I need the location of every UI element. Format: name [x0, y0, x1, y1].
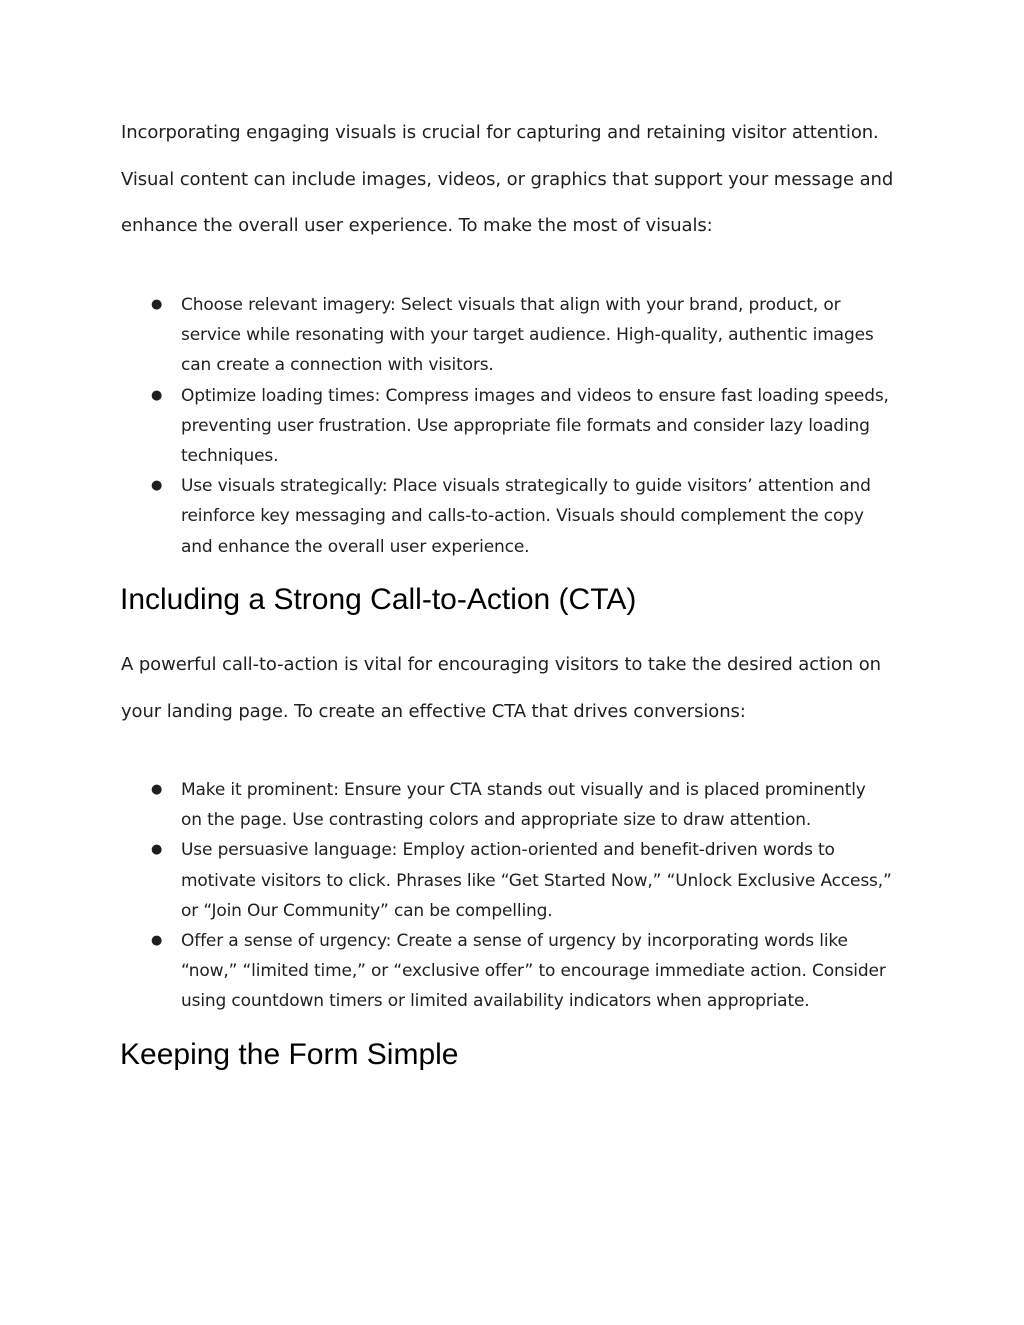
bullet-icon: ● [151, 387, 163, 403]
list-item [121, 381, 921, 472]
list-item-line: service while resonating with your target audience. High-quality, authentic images [181, 325, 874, 346]
list-item-line: Use visuals strategically: Place visuals strategically to guide visitors’ attention and [181, 476, 871, 497]
bullet-icon: ● [151, 297, 163, 312]
list-item-line: reinforce key messaging and calls-to-action. Visuals should complement the copy [181, 506, 864, 527]
bullet-icon: ● [151, 478, 163, 494]
intro-paragraph [121, 110, 911, 250]
list-item-line: techniques. [181, 446, 279, 467]
list-item-line: Offer a sense of urgency: Create a sense of urgency by incorporating words like [181, 931, 848, 952]
list-item [121, 290, 921, 381]
bullet-icon: ● [151, 842, 163, 858]
list-item-line: “now,” “limited time,” or “exclusive offer” to encourage immediate action. Consider [181, 961, 886, 982]
list-item-line: and enhance the overall user experience. [181, 536, 530, 557]
list-item-line: on the page. Use contrasting colors and appropriate size to draw attention. [181, 810, 812, 831]
list-item [121, 835, 921, 926]
visuals-bullet-list [121, 290, 921, 562]
cta-section-heading: Including a Strong Call-to-Action (CTA) [120, 583, 637, 616]
paragraph-line: enhance the overall user experience. To make the most of visuals: [121, 215, 713, 236]
list-item-line: can create a connection with visitors. [181, 355, 494, 376]
paragraph-line: Visual content can include images, videos, or graphics that support your message and [121, 168, 894, 190]
list-item-line: using countdown timers or limited availability indicators when appropriate. [181, 991, 810, 1012]
paragraph-line: Incorporating engaging visuals is crucial for capturing and retaining visitor attention. [121, 122, 879, 143]
list-item-line: Choose relevant imagery: Select visuals that align with your brand, product, or [181, 295, 841, 315]
form-section-heading: Keeping the Form Simple [120, 1038, 459, 1071]
list-item-line: Make it prominent: Ensure your CTA stands out visually and is placed prominently [181, 780, 866, 800]
paragraph-line: A powerful call-to-action is vital for encouraging visitors to take the desired action on [121, 654, 881, 675]
cta-bullet-list [121, 775, 921, 1017]
list-item-line: preventing user frustration. Use appropriate file formats and consider lazy loading [181, 415, 870, 436]
list-item [121, 775, 921, 835]
bullet-icon: ● [151, 933, 163, 949]
list-item-line: or “Join Our Community” can be compelling. [181, 900, 553, 921]
list-item-line: Optimize loading times: Compress images and videos to ensure fast loading speeds, [181, 385, 889, 406]
list-item-line: Use persuasive language: Employ action-oriented and benefit-driven words to [181, 840, 835, 861]
paragraph-line: your landing page. To create an effective CTA that drives conversions: [121, 700, 746, 722]
list-item-line: motivate visitors to click. Phrases like “Get Started Now,” “Unlock Exclusive Access,” [181, 870, 892, 891]
list-item [121, 926, 921, 1017]
cta-paragraph [121, 642, 911, 735]
list-item [121, 471, 921, 562]
bullet-icon: ● [151, 782, 163, 797]
